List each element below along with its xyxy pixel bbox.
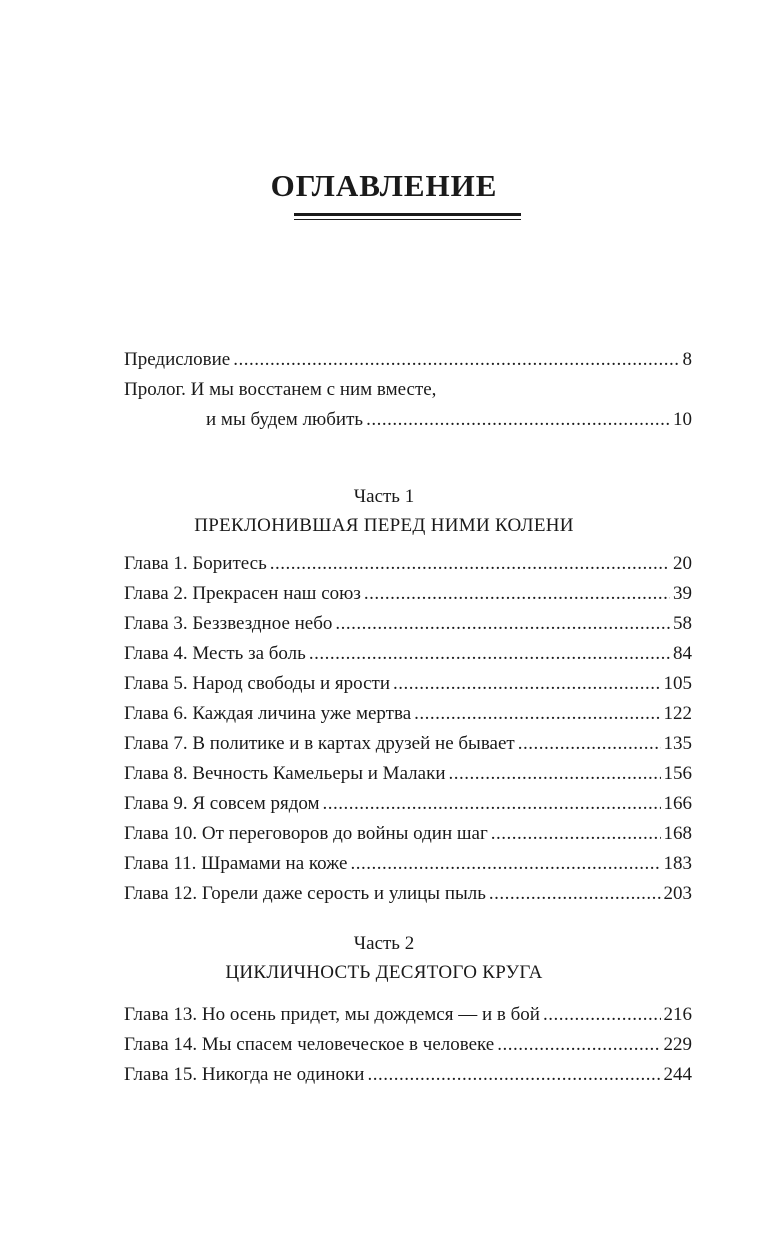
title-underline [294, 213, 521, 220]
toc-entry-chapter-15[interactable] [124, 1060, 692, 1090]
toc-entry-chapter-9[interactable] [124, 789, 692, 819]
toc-entry-page: 183 [663, 853, 692, 874]
toc-entry-chapter-13[interactable] [124, 1000, 692, 1030]
toc-entry-prologue-line2[interactable] [124, 405, 692, 435]
toc-entry-label: Глава 13. Но осень придет, мы дождемся — и в бой [124, 1004, 540, 1025]
toc-entry-label: Глава 5. Народ свободы и ярости [124, 673, 391, 694]
toc-entry-label: Глава 7. В политике и в картах друзей не бывает [124, 733, 515, 754]
toc-part-2-chapters [124, 1000, 692, 1090]
toc-entry-page: 216 [663, 1004, 692, 1025]
toc-entry-label: Глава 15. Никогда не одиноки [124, 1064, 365, 1085]
part-2-title: ЦИКЛИЧНОСТЬ ДЕСЯТОГО КРУГА [225, 962, 543, 983]
toc-entry-page: 244 [663, 1064, 692, 1085]
toc-leader-dots [309, 639, 670, 669]
toc-entry-chapter-4[interactable] [124, 639, 692, 669]
toc-entry-prologue-line1[interactable] [124, 375, 692, 405]
toc-entry-page: 122 [663, 703, 692, 724]
toc-leader-dots [449, 759, 661, 789]
toc-leader-dots [518, 729, 661, 759]
toc-entry-preface[interactable] [124, 345, 692, 375]
toc-entry-page: 229 [663, 1034, 692, 1055]
toc-entry-label: Глава 1. Боритесь [124, 553, 267, 574]
page-title: ОГЛАВЛЕНИЕ [270, 168, 498, 203]
toc-leader-dots [414, 699, 660, 729]
toc-leader-dots [323, 789, 661, 819]
toc-entry-chapter-3[interactable] [124, 609, 692, 639]
toc-entry-chapter-8[interactable] [124, 759, 692, 789]
toc-leader-dots [233, 345, 679, 375]
toc-entry-page: 135 [663, 733, 692, 754]
toc-front-matter [124, 345, 692, 435]
toc-entry-label: Глава 2. Прекрасен наш союз [124, 583, 361, 604]
toc-leader-dots [366, 405, 670, 435]
toc-leader-dots [393, 669, 660, 699]
toc-entry-chapter-11[interactable] [124, 849, 692, 879]
toc-leader-dots [351, 849, 661, 879]
toc-entry-page: 39 [673, 583, 692, 604]
part-1-title: ПРЕКЛОНИВШАЯ ПЕРЕД НИМИ КОЛЕНИ [194, 515, 574, 536]
toc-entry-label: Глава 9. Я совсем рядом [124, 793, 320, 814]
toc-entry-page: 203 [663, 883, 692, 904]
toc-leader-dots [491, 819, 661, 849]
toc-leader-dots [364, 579, 670, 609]
toc-entry-page: 10 [673, 409, 692, 430]
toc-entry-label: Глава 6. Каждая личина уже мертва [124, 703, 412, 724]
toc-entry-page: 168 [663, 823, 692, 844]
toc-entry-chapter-6[interactable] [124, 699, 692, 729]
toc-entry-chapter-2[interactable] [124, 579, 692, 609]
part-2-label: Часть 2 [353, 933, 415, 954]
toc-entry-page: 105 [663, 673, 692, 694]
toc-leader-dots [497, 1030, 660, 1060]
toc-leader-dots [489, 879, 661, 909]
toc-entry-label: Глава 3. Беззвездное небо [124, 613, 333, 634]
part-1-label: Часть 1 [353, 486, 415, 507]
toc-entry-chapter-7[interactable] [124, 729, 692, 759]
toc-entry-chapter-5[interactable] [124, 669, 692, 699]
toc-entry-label: Глава 11. Шрамами на коже [124, 853, 348, 874]
toc-entry-page: 8 [682, 349, 692, 370]
toc-entry-label: Глава 10. От переговоров до войны один шаг [124, 823, 488, 844]
toc-entry-page: 20 [673, 553, 692, 574]
toc-entry-page: 156 [663, 763, 692, 784]
toc-part-1-chapters [124, 549, 692, 909]
toc-entry-chapter-10[interactable] [124, 819, 692, 849]
toc-entry-label: Предисловие [124, 349, 231, 370]
toc-entry-chapter-14[interactable] [124, 1030, 692, 1060]
toc-leader-dots [335, 609, 670, 639]
toc-entry-label: Пролог. И мы восстанем с ним вместе, [124, 379, 437, 400]
toc-leader-dots [270, 549, 670, 579]
toc-entry-label: Глава 4. Месть за боль [124, 643, 306, 664]
toc-leader-dots [367, 1060, 660, 1090]
toc-entry-label: Глава 14. Мы спасем человеческое в человеке [124, 1034, 495, 1055]
toc-entry-label: Глава 12. Горели даже серость и улицы пыль [124, 883, 486, 904]
toc-entry-chapter-12[interactable] [124, 879, 692, 909]
toc-entry-label: и мы будем любить [206, 409, 364, 430]
toc-entry-page: 166 [663, 793, 692, 814]
toc-entry-label: Глава 8. Вечность Камельеры и Малаки [124, 763, 446, 784]
toc-entry-page: 58 [673, 613, 692, 634]
toc-entry-page: 84 [673, 643, 692, 664]
toc-leader-dots [543, 1000, 661, 1030]
toc-entry-chapter-1[interactable] [124, 549, 692, 579]
